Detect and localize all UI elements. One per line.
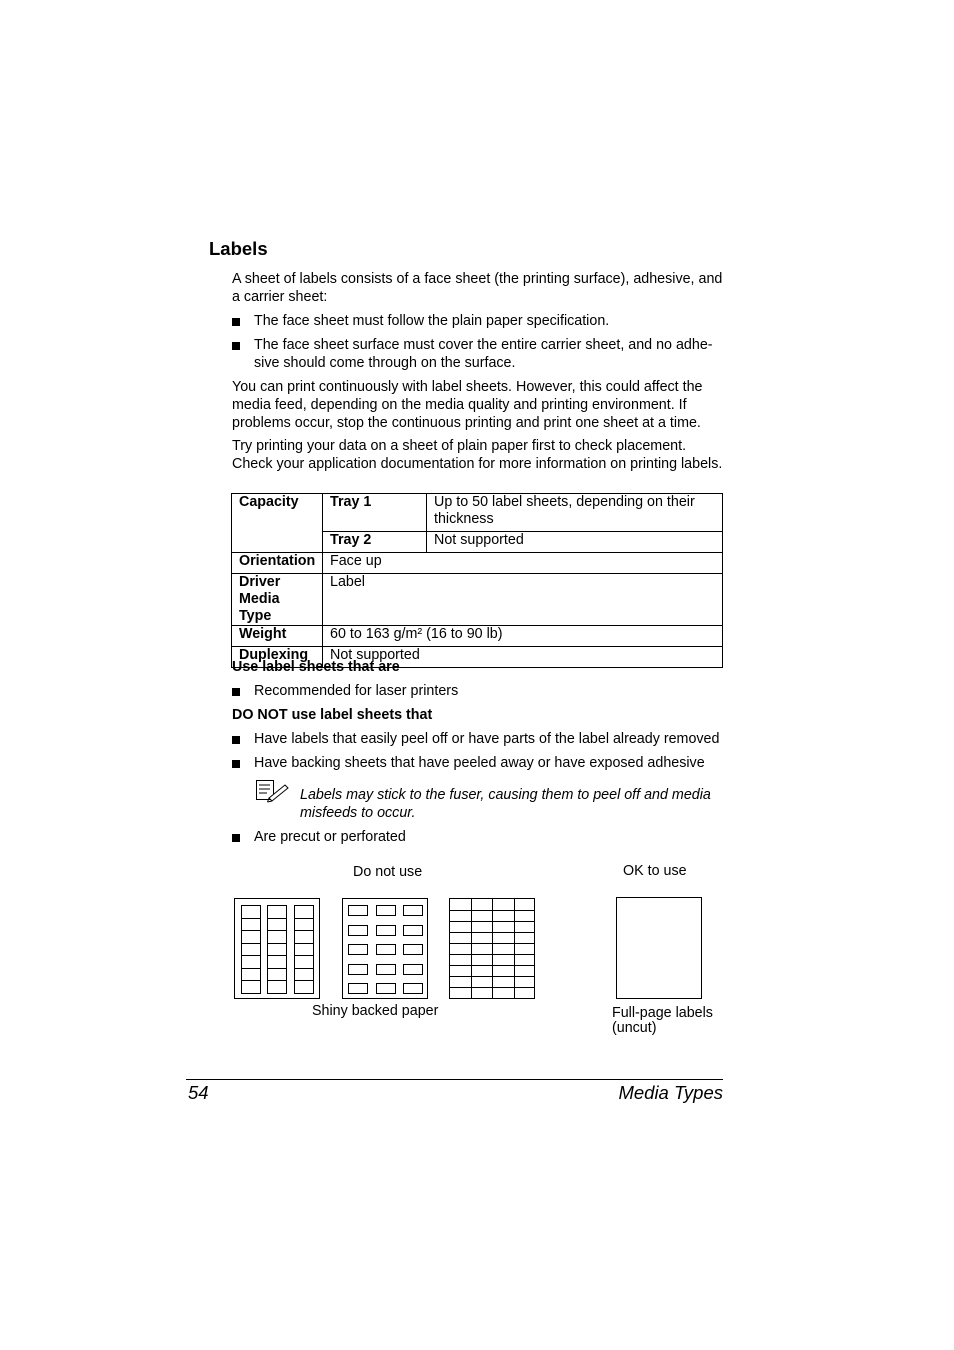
- duplexing-label: Duplexing: [232, 647, 323, 668]
- label-sheet-full-page: [616, 897, 702, 999]
- tray2-label: Tray 2: [323, 532, 427, 553]
- grid-line-horizontal: [450, 921, 534, 922]
- label-cell: [241, 955, 261, 969]
- label-cell: [267, 930, 287, 944]
- list-item-text: Have labels that easily peel off or have parts of the label already removed: [254, 731, 720, 747]
- tray1-value: Up to 50 label sheets, depending on their thickness: [427, 494, 723, 532]
- label-cell: [294, 918, 314, 932]
- full-page-caption-line1: Full-page labels: [612, 1005, 713, 1021]
- label-cell: [267, 918, 287, 932]
- do-not-use-heading: DO NOT use label sheets that: [232, 707, 433, 723]
- label-cell: [267, 943, 287, 957]
- list-item: [232, 730, 727, 748]
- label-cell: [267, 980, 287, 994]
- capacity-label: Capacity: [232, 494, 323, 553]
- label-cell: [403, 983, 423, 994]
- label-cell: [376, 905, 396, 916]
- label-cell: [294, 955, 314, 969]
- continuous-print-paragraph: You can print continuously with label sheets. However, this could affect the media feed, depending on the media quality and printing environment. If problems occur, stop the continuous printing and print one sheet at a time.: [232, 379, 703, 431]
- label-cell: [294, 943, 314, 957]
- grid-line-horizontal: [450, 954, 534, 955]
- orientation-label: Orientation: [232, 553, 323, 574]
- label-cell: [241, 930, 261, 944]
- bullet-square-icon: [232, 688, 240, 696]
- label-sheet-separated: [342, 898, 428, 999]
- note-text: Labels may stick to the fuser, causing them to peel off and media misfeeds to occur.: [300, 787, 711, 821]
- grid-line-vertical: [471, 899, 472, 998]
- grid-line-horizontal: [450, 965, 534, 966]
- grid-line-horizontal: [450, 910, 534, 911]
- tray2-value: Not supported: [427, 532, 723, 553]
- bullet-square-icon: [232, 760, 240, 768]
- label-cell: [267, 968, 287, 982]
- label-cell: [294, 905, 314, 919]
- grid-line-vertical: [492, 899, 493, 998]
- footer-rule: [186, 1079, 723, 1080]
- driver-media-type-label: Driver Media Type: [232, 574, 323, 626]
- grid-line-vertical: [514, 899, 515, 998]
- list-item-text: The face sheet must follow the plain paper specification.: [254, 313, 610, 329]
- placement-paragraph: Try printing your data on a sheet of plain paper first to check placement. Check your application documentation for more information on printing labels.: [232, 438, 723, 472]
- note-pencil-icon: [255, 779, 291, 807]
- list-item-text: Recommended for laser printers: [254, 683, 459, 699]
- page-title: Labels: [209, 238, 268, 259]
- label-cell: [348, 944, 368, 955]
- grid-line-horizontal: [450, 943, 534, 944]
- label-cell: [241, 918, 261, 932]
- label-cell: [348, 983, 368, 994]
- weight-label: Weight: [232, 626, 323, 647]
- label-cell: [294, 930, 314, 944]
- label-cell: [267, 905, 287, 919]
- list-item: [232, 312, 727, 330]
- bullet-square-icon: [232, 318, 240, 326]
- grid-line-horizontal: [450, 932, 534, 933]
- label-sheet-grid: [449, 898, 535, 999]
- ok-to-use-caption: OK to use: [623, 863, 687, 879]
- driver-media-type-value: Label: [323, 574, 723, 626]
- label-cell: [348, 925, 368, 936]
- full-page-caption-line2: (uncut): [612, 1020, 657, 1036]
- label-cell: [403, 925, 423, 936]
- label-cell: [376, 964, 396, 975]
- label-cell: [403, 905, 423, 916]
- intro-paragraph: A sheet of labels consists of a face sheet (the printing surface), adhesive, and a carrier sheet:: [232, 271, 723, 305]
- list-item: [232, 754, 727, 772]
- label-cell: [241, 943, 261, 957]
- shiny-backed-caption: Shiny backed paper: [312, 1003, 439, 1019]
- orientation-value: Face up: [323, 553, 723, 574]
- list-item: [232, 336, 727, 372]
- label-cell: [241, 905, 261, 919]
- list-item-text: The face sheet surface must cover the entire carrier sheet, and no adhe-sive should come through on the surface.: [254, 337, 713, 371]
- label-cell: [241, 980, 261, 994]
- label-cell: [348, 905, 368, 916]
- label-cell: [376, 925, 396, 936]
- list-item-text: Have backing sheets that have peeled away or have exposed adhesive: [254, 755, 705, 771]
- label-cell: [403, 964, 423, 975]
- label-cell: [267, 955, 287, 969]
- do-not-use-caption: Do not use: [353, 864, 423, 880]
- list-item-text: Are precut or perforated: [254, 829, 406, 845]
- use-heading: Use label sheets that are: [232, 659, 400, 675]
- label-cell: [376, 944, 396, 955]
- label-cell: [348, 964, 368, 975]
- label-cell: [294, 980, 314, 994]
- label-cell: [376, 983, 396, 994]
- bullet-square-icon: [232, 736, 240, 744]
- list-item: [232, 682, 727, 700]
- label-sheet-vertical-gaps: [234, 898, 320, 999]
- section-title: Media Types: [618, 1082, 723, 1103]
- grid-line-horizontal: [450, 976, 534, 977]
- grid-line-horizontal: [450, 987, 534, 988]
- weight-value: 60 to 163 g/m² (16 to 90 lb): [323, 626, 723, 647]
- list-item: [232, 828, 727, 846]
- label-spec-table: [231, 493, 723, 668]
- label-cell: [241, 968, 261, 982]
- bullet-square-icon: [232, 342, 240, 350]
- label-cell: [403, 944, 423, 955]
- bullet-square-icon: [232, 834, 240, 842]
- duplexing-value: Not supported: [323, 647, 723, 668]
- tray1-label: Tray 1: [323, 494, 427, 532]
- label-cell: [294, 968, 314, 982]
- page-number: 54: [188, 1082, 209, 1103]
